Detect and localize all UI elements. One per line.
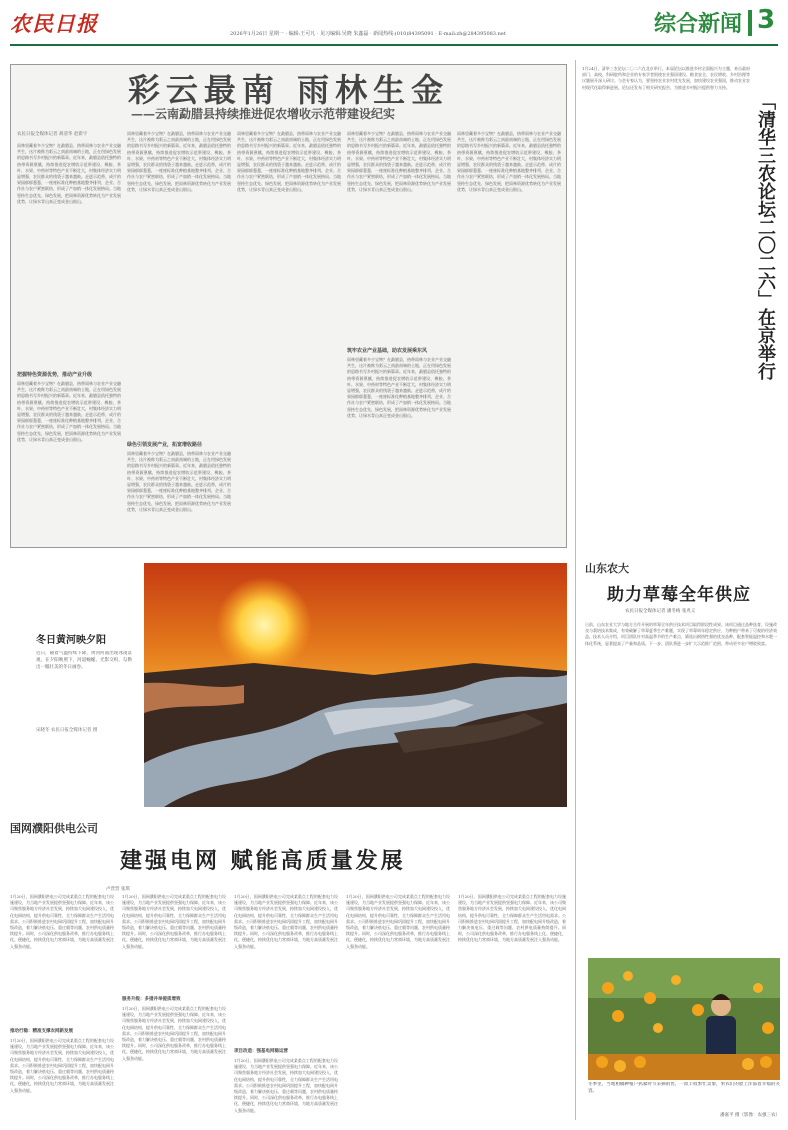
section-divider: [748, 10, 752, 36]
section-title: 综合新闻: [654, 12, 743, 37]
orange-photo-credit: 潘嘉平 摄（影像：农强三农）: [720, 1113, 780, 1118]
top-article-col-2b: 雨林里藏着多少宝物？在勐腊县，热带雨林与农业产业交融共生，这片被称为彩云之南最南端的土地，正在用绿色发展的思路书写乡村振兴的新篇章。近年来，勐腊县依托独特的热带资源禀赋，持续推进促农增收示范带建设，橡胶、茶叶、水果、中药材等特色产业不断壮大，村集体经济实力明显增强，农民群众的钱袋子越来越鼓。走进示范带，成片的果园郁郁葱葱，一座座标准化种植基地整齐排列，企业、合作社与农户紧密联结，形成了产加销一体化发展格局。当地坚持生态优先、绿色发展，把雨林资源优势转化为产业发展优势，让绿水青山真正变成金山银山。: [127, 451, 231, 512]
photo-story: [10, 563, 567, 807]
page-number: 3: [757, 5, 776, 35]
power-article-byline: 卢营营 张琪: [106, 887, 130, 892]
power-article: [10, 818, 567, 1123]
top-article-col-5: 雨林里藏着多少宝物？在勐腊县，热带雨林与农业产业交融共生，这片被称为彩云之南最南端的土地，正在用绿色发展的思路书写乡村振兴的新篇章。近年来，勐腊县依托独特的热带资源禀赋，持续推进促农增收示范带建设，橡胶、茶叶、水果、中药材等特色产业不断壮大，村集体经济实力明显增强，农民群众的钱袋子越来越鼓。走进示范带，成片的果园郁郁葱葱，一座座标准化种植基地整齐排列，企业、合作社与农户紧密联结，形成了产加销一体化发展格局。当地坚持生态优先、绿色发展，把雨林资源优势转化为产业发展优势，让绿水青山真正变成金山银山。: [457, 131, 561, 192]
column-divider: [575, 60, 576, 1120]
strawberry-article-byline: 农民日报全媒体记者 潘冬梅 张兆义: [625, 609, 696, 614]
photo-story-heading: 冬日黄河映夕阳: [36, 635, 106, 646]
top-article-byline: 农民日报全媒体记者 胡清华 赵新宇: [17, 132, 88, 137]
strawberry-article: [585, 560, 780, 960]
strawberry-article-kicker: 山东农大: [585, 562, 629, 575]
top-article-col-4b: 雨林里藏着多少宝物？在勐腊县，热带雨林与农业产业交融共生，这片被称为彩云之南最南端的土地，正在用绿色发展的思路书写乡村振兴的新篇章。近年来，勐腊县依托独特的热带资源禀赋，持续推进促农增收示范带建设，橡胶、茶叶、水果、中药材等特色产业不断壮大，村集体经济实力明显增强，农民群众的钱袋子越来越鼓。走进示范带，成片的果园郁郁葱葱，一座座标准化种植基地整齐排列，企业、合作社与农户紧密联结，形成了产加销一体化发展格局。当地坚持生态优先、绿色发展，把雨林资源优势转化为产业发展优势，让绿水青山真正变成金山银山。: [347, 357, 451, 418]
power-article-col-4: 1月20日，国网濮阳供电公司完成某重点工程的配套电力设施建设，为当地产业发展提供坚强电力保障。近年来，该公司聚焦服务地方经济社会发展，持续加大电网建设投入，优化电网结构，提升供电可靠性，全力保障群众生产生活用电需求。公司积极推进农村电网巩固提升工程，加快配电网升级改造，着力解决低电压、重过载等问题，农村供电质量持续提升。同时，公司深化供电服务改革，推行办电服务线上化、便捷化，持续优化电力营商环境，为地方高质量发展注入强劲动能。: [346, 894, 450, 949]
power-article-col-5: 1月20日，国网濮阳供电公司完成某重点工程的配套电力设施建设，为当地产业发展提供坚强电力保障。近年来，该公司聚焦服务地方经济社会发展，持续加大电网建设投入，优化电网结构，提升供电可靠性，全力保障群众生产生活用电需求。公司积极推进农村电网巩固提升工程，加快配电网升级改造，着力解决低电压、重过载等问题，农村供电质量持续提升。同时，公司深化供电服务改革，推行办电服务线上化、便捷化，持续优化电力营商环境，为地方高质量发展注入强劲动能。: [458, 894, 566, 943]
power-article-col-2: 1月20日，国网濮阳供电公司完成某重点工程的配套电力设施建设，为当地产业发展提供坚强电力保障。近年来，该公司聚焦服务地方经济社会发展，持续加大电网建设投入，优化电网结构，提升供电可靠性，全力保障群众生产生活用电需求。公司积极推进农村电网巩固提升工程，加快配电网升级改造，着力解决低电压、重过载等问题，农村供电质量持续提升。同时，公司深化供电服务改革，推行办电服务线上化、便捷化，持续优化电力营商环境，为地方高质量发展注入强劲动能。: [122, 894, 226, 949]
top-article-subtitle: ——云南勐腊县持续推进促农增收示范带建设纪实: [131, 107, 396, 121]
masthead: [0, 0, 788, 46]
power-article-col-1b: 1月20日，国网濮阳供电公司完成某重点工程的配套电力设施建设，为当地产业发展提供坚强电力保障。近年来，该公司聚焦服务地方经济社会发展，持续加大电网建设投入，优化电网结构，提升供电可靠性，全力保障群众生产生活用电需求。公司积极推进农村电网巩固提升工程，加快配电网升级改造，着力解决低电压、重过载等问题，农村供电质量持续提升。同时，公司深化供电服务改革，推行办电服务线上化、便捷化，持续优化电力营商环境，为地方高质量发展注入强劲动能。: [10, 1038, 114, 1093]
masthead-info: 2026年1月26日 星期一 · 编辑:王可凡 · 见习编辑:吴晓 朱鑫磊 · 新闻热线:(010)84395091 · E-mail:zh@284395083.net: [230, 31, 506, 37]
top-article-col-1: 雨林里藏着多少宝物？在勐腊县，热带雨林与农业产业交融共生，这片被称为彩云之南最南端的土地，正在用绿色发展的思路书写乡村振兴的新篇章。近年来，勐腊县依托独特的热带资源禀赋，持续推进促农增收示范带建设，橡胶、茶叶、水果、中药材等特色产业不断壮大，村集体经济实力明显增强，农民群众的钱袋子越来越鼓。走进示范带，成片的果园郁郁葱葱，一座座标准化种植基地整齐排列，企业、合作社与农户紧密联结，形成了产加销一体化发展格局。当地坚持生态优先、绿色发展，把雨林资源优势转化为产业发展优势，让绿水青山真正变成金山银山。: [17, 143, 121, 204]
power-article-col-3b: 1月20日，国网濮阳供电公司完成某重点工程的配套电力设施建设，为当地产业发展提供坚强电力保障。近年来，该公司聚焦服务地方经济社会发展，持续加大电网建设投入，优化电网结构，提升供电可靠性，全力保障群众生产生活用电需求。公司积极推进农村电网巩固提升工程，加快配电网升级改造，着力解决低电压、重过载等问题，农村供电质量持续提升。同时，公司深化供电服务改革，推行办电服务线上化、便捷化，持续优化电力营商环境，为地方高质量发展注入强劲动能。: [234, 1058, 338, 1113]
top-article-header-1: 把握特色资源优势，推动产业升级: [17, 372, 93, 378]
photo-story-caption: 近日，随着气温持续下降，黄河河面出现冰凌景观，在夕阳映照下，河道蜿蜒，光影交织，勾勒出一幅壮美的冬日画卷。: [36, 651, 132, 670]
paper-name: 农民日报: [10, 11, 98, 36]
power-article-col-1: 1月20日，国网濮阳供电公司完成某重点工程的配套电力设施建设，为当地产业发展提供坚强电力保障。近年来，该公司聚焦服务地方经济社会发展，持续加大电网建设投入，优化电网结构，提升供电可靠性，全力保障群众生产生活用电需求。公司积极推进农村电网巩固提升工程，加快配电网升级改造，着力解决低电压、重过载等问题，农村供电质量持续提升。同时，公司深化供电服务改革，推行办电服务线上化、便捷化，持续优化电力营商环境，为地方高质量发展注入强劲动能。: [10, 894, 114, 949]
top-article-col-1b: 雨林里藏着多少宝物？在勐腊县，热带雨林与农业产业交融共生，这片被称为彩云之南最南端的土地，正在用绿色发展的思路书写乡村振兴的新篇章。近年来，勐腊县依托独特的热带资源禀赋，持续推进促农增收示范带建设，橡胶、茶叶、水果、中药材等特色产业不断壮大，村集体经济实力明显增强，农民群众的钱袋子越来越鼓。走进示范带，成片的果园郁郁葱葱，一座座标准化种植基地整齐排列，企业、合作社与农户紧密联结，形成了产加销一体化发展格局。当地坚持生态优先、绿色发展，把雨林资源优势转化为产业发展优势，让绿水青山真正变成金山银山。: [17, 381, 121, 442]
top-article-header-2: 绿色引领发展产业，拓宽增收路径: [127, 442, 203, 448]
power-article-col-3: 1月20日，国网濮阳供电公司完成某重点工程的配套电力设施建设，为当地产业发展提供坚强电力保障。近年来，该公司聚焦服务地方经济社会发展，持续加大电网建设投入，优化电网结构，提升供电可靠性，全力保障群众生产生活用电需求。公司积极推进农村电网巩固提升工程，加快配电网升级改造，着力解决低电压、重过载等问题，农村供电质量持续提升。同时，公司深化供电服务改革，推行办电服务线上化、便捷化，持续优化电力营商环境，为地方高质量发展注入强劲动能。: [234, 894, 338, 949]
photo-story-credit: 宋晓冬 农民日报全媒体记者 摄: [36, 728, 98, 733]
top-article: [10, 64, 567, 548]
top-article-header-3: 筑牢农业产业基础，助农发展乘东风: [347, 348, 428, 354]
forum-text-col-1: 1月24日，清华三农论坛二〇二六在北京举行。本届论坛以推进乡村全面振兴为主题，来自政府部门、高校、科研院所和企业的专家学者围绕农业强国建设、粮食安全、农民增收、乡村治理等议题展开深入研讨。与会专家认为，要坚持农业农村优先发展，加快建设农业强国，推动农业农村现代化取得新进展。论坛还发布了相关研究报告，为推进乡村振兴提供智力支持。: [582, 66, 750, 90]
masthead-rule: [10, 44, 778, 46]
top-article-col-4: 雨林里藏着多少宝物？在勐腊县，热带雨林与农业产业交融共生，这片被称为彩云之南最南端的土地，正在用绿色发展的思路书写乡村振兴的新篇章。近年来，勐腊县依托独特的热带资源禀赋，持续推进促农增收示范带建设，橡胶、茶叶、水果、中药材等特色产业不断壮大，村集体经济实力明显增强，农民群众的钱袋子越来越鼓。走进示范带，成片的果园郁郁葱葱，一座座标准化种植基地整齐排列，企业、合作社与农户紧密联结，形成了产加销一体化发展格局。当地坚持生态优先、绿色发展，把雨林资源优势转化为产业发展优势，让绿水青山真正变成金山银山。: [347, 131, 451, 192]
yellow-river-sunset-photo: [144, 563, 567, 807]
orange-photo-caption: 冬季里，当地柑橘种植户抓紧时节采摘销售，一派丰收繁忙景象，果农们的脸上洋溢着幸福的笑容。: [588, 1082, 780, 1094]
power-article-col-2b: 1月20日，国网濮阳供电公司完成某重点工程的配套电力设施建设，为当地产业发展提供坚强电力保障。近年来，该公司聚焦服务地方经济社会发展，持续加大电网建设投入，优化电网结构，提升供电可靠性，全力保障群众生产生活用电需求。公司积极推进农村电网巩固提升工程，加快配电网升级改造，着力解决低电压、重过载等问题，农村供电质量持续提升。同时，公司深化供电服务改革，推行办电服务线上化、便捷化，持续优化电力营商环境，为地方高质量发展注入强劲动能。: [122, 1006, 226, 1061]
power-article-kicker: 国网濮阳供电公司: [10, 822, 98, 835]
orange-harvest-photo: [588, 958, 780, 1080]
power-article-header-2: 服务升级：多措并举提质增效: [122, 997, 181, 1002]
power-article-header-3: 项目改造：强基电网稳运营: [234, 1049, 288, 1054]
forum-vertical-title: 「清华三农论坛二〇二六」在京举行: [755, 92, 776, 380]
power-article-title: 建强电网 赋能高质量发展: [120, 848, 406, 874]
top-article-title: 彩云最南 雨林生金: [127, 71, 450, 109]
top-article-col-2: 雨林里藏着多少宝物？在勐腊县，热带雨林与农业产业交融共生，这片被称为彩云之南最南端的土地，正在用绿色发展的思路书写乡村振兴的新篇章。近年来，勐腊县依托独特的热带资源禀赋，持续推进促农增收示范带建设，橡胶、茶叶、水果、中药材等特色产业不断壮大，村集体经济实力明显增强，农民群众的钱袋子越来越鼓。走进示范带，成片的果园郁郁葱葱，一座座标准化种植基地整齐排列，企业、合作社与农户紧密联结，形成了产加销一体化发展格局。当地坚持生态优先、绿色发展，把雨林资源优势转化为产业发展优势，让绿水青山真正变成金山银山。: [127, 131, 231, 192]
strawberry-article-title: 助力草莓全年供应: [607, 585, 751, 605]
strawberry-article-body: 日前，山东农业大学与地方合作开展的草莓全年供应技术项目取得阶段性成果。该项目通过品种选育、设施改良与栽培技术集成，有效破解了草莓夏季生产难题，实现了草莓周年稳定供应，为种植户带来了可观的经济效益。技术人员介绍，项目团队针对高温季节的生产难点，筛选出耐热性强的优良品种，配套智能温控和水肥一体化系统，显著提高了产量和品质。下一步，团队将进一步扩大示范推广范围，带动更多农户增收致富。: [585, 622, 777, 646]
top-article-col-3: 雨林里藏着多少宝物？在勐腊县，热带雨林与农业产业交融共生，这片被称为彩云之南最南端的土地，正在用绿色发展的思路书写乡村振兴的新篇章。近年来，勐腊县依托独特的热带资源禀赋，持续推进促农增收示范带建设，橡胶、茶叶、水果、中药材等特色产业不断壮大，村集体经济实力明显增强，农民群众的钱袋子越来越鼓。走进示范带，成片的果园郁郁葱葱，一座座标准化种植基地整齐排列，企业、合作社与农户紧密联结，形成了产加销一体化发展格局。当地坚持生态优先、绿色发展，把雨林资源优势转化为产业发展优势，让绿水青山真正变成金山银山。: [237, 131, 341, 192]
power-article-header-1: 推动行稳：精准支撑农网新发展: [10, 1029, 73, 1034]
photo-caption-box: [10, 563, 144, 807]
